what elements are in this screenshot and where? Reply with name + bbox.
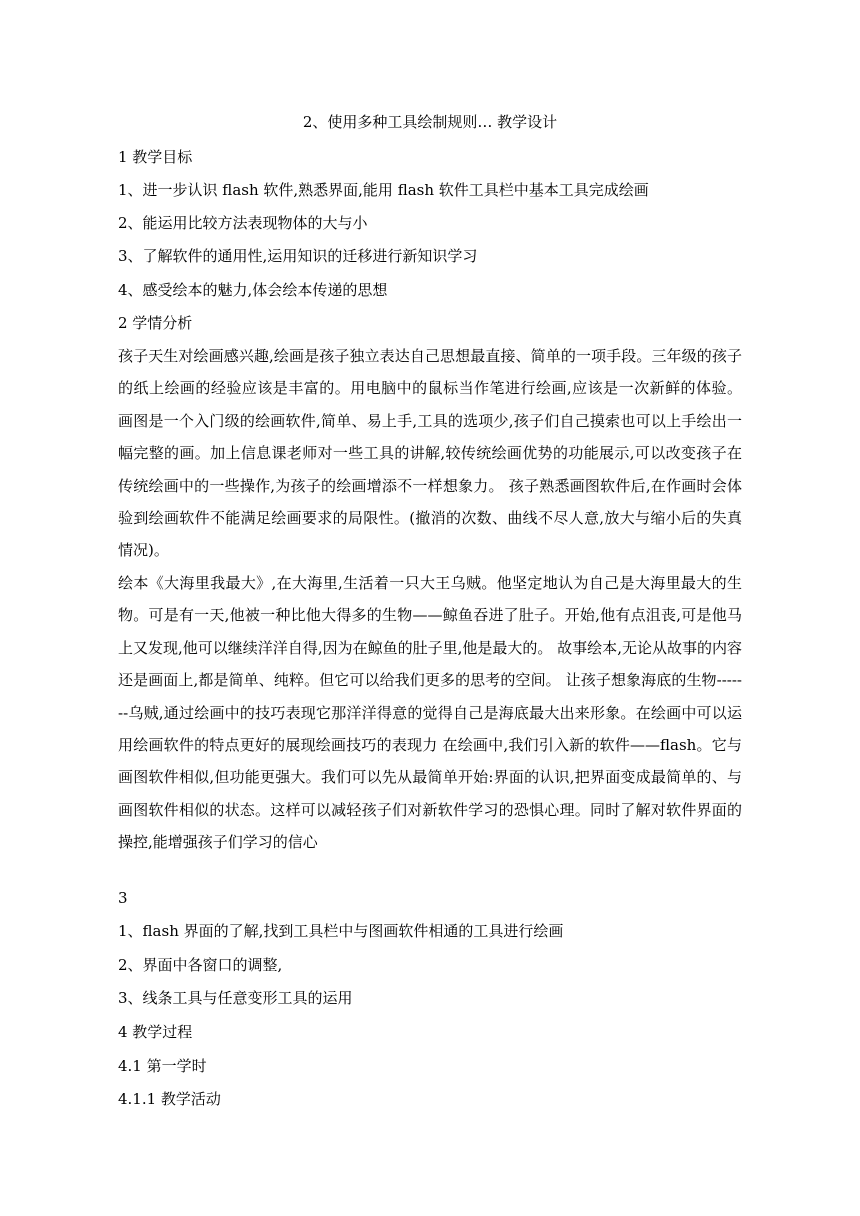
section-heading-process: 4 教学过程 [118,1023,193,1041]
section-heading-objectives: 1 教学目标 [118,148,193,166]
section3-item-2: 2、界面中各窗口的调整, [118,956,283,974]
subsection-heading-activities: 4.1.1 教学活动 [118,1090,221,1108]
section-heading-analysis: 2 学情分析 [118,314,193,332]
section3-item-3: 3、线条工具与任意变形工具的运用 [118,989,353,1007]
analysis-paragraph-2: 绘本《大海里我最大》,在大海里,生活着一只大王乌贼。他坚定地认为自己是大海里最大的生物。可是有一天,他被一种比他大得多的生物——鲸鱼吞进了肚子。开始,他有点沮丧,可是他马上又发现,他可以继续洋洋自得,因为在鲸鱼的肚子里,他是最大的。 故事绘本,无论从故事的内容还是画面上,都是简单、纯粹。但它可以给我们更多的思考的空间。 让孩子想象海底的生物-------乌贼,通过绘画中的技巧表现它那洋洋得意的觉得自己是海底最大出来形象。在绘画中可以运用绘画软件的特点更好的展现绘画技巧的表现力 在绘画中,我们引入新的软件——flash。它与画图软件相似,但功能更强大。我们可以先从最简单开始:界面的认识,把界面变成最简单的、与画图软件相似的状态。这样可以减轻孩子们对新软件学习的恐惧心理。同时了解对软件界面的操控,能增强孩子们学习的信心 [118,574,742,852]
objective-item-2: 2、能运用比较方法表现物体的大与小 [118,214,368,232]
section3-item-1: 1、flash 界面的了解,找到工具栏中与图画软件相通的工具进行绘画 [118,922,564,940]
subsection-heading-first-period: 4.1 第一学时 [118,1057,207,1075]
analysis-paragraph-1: 孩子天生对绘画感兴趣,绘画是孩子独立表达自己思想最直接、简单的一项手段。三年级的孩子的纸上绘画的经验应该是丰富的。用电脑中的鼠标当作笔进行绘画,应该是一次新鲜的体验。 画图是一个入门级的绘画软件,简单、易上手,工具的选项少,孩子们自己摸索也可以上手绘出一幅完整的画。加上信息课老师对一些工具的讲解,较传统绘画优势的功能展示,可以改变孩子在传统绘画中的一些操作,为孩子的绘画增添不一样想象力。 孩子熟悉画图软件后,在作画时会体验到绘画软件不能满足绘画要求的局限性。(撤消的次数、曲线不尽人意,放大与缩小后的失真情况)。 [118,347,742,560]
document-title: 2、使用多种工具绘制规则… 教学设计 [302,113,558,131]
section-heading-3: 3 [118,889,128,907]
objective-item-3: 3、了解软件的通用性,运用知识的迁移进行新知识学习 [118,247,478,265]
objective-item-4: 4、感受绘本的魅力,体会绘本传递的思想 [118,281,388,299]
objective-item-1: 1、进一步认识 flash 软件,熟悉界面,能用 flash 软件工具栏中基本工具完成绘画 [118,181,649,199]
